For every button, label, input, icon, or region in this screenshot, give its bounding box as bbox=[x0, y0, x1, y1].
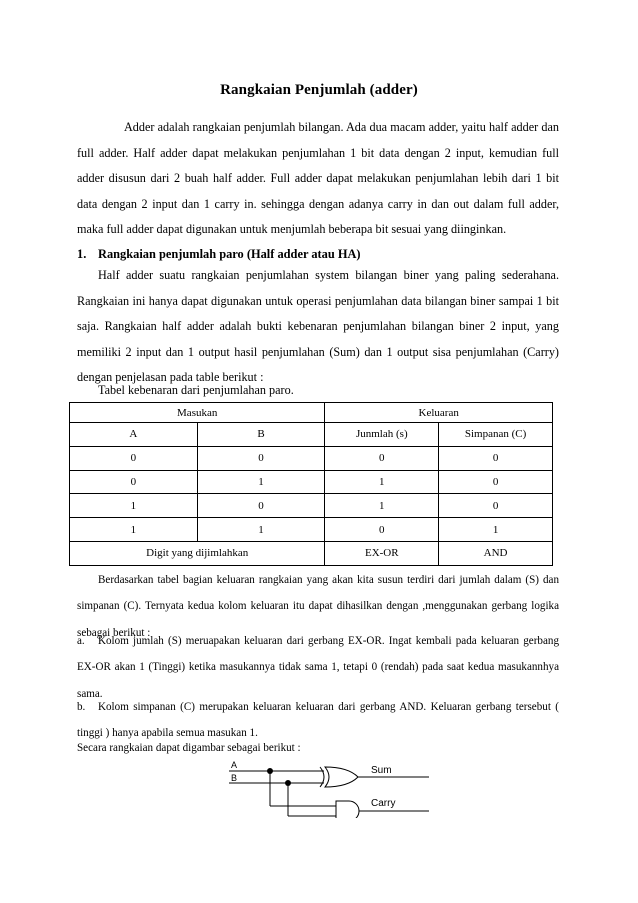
table-cell: 0 bbox=[70, 470, 198, 494]
table-footer-row bbox=[70, 541, 553, 565]
section-body-text: Half adder suatu rangkaian penjumlahan system bilangan biner yang paling sederahana. Rangkaian ini hanya dapat digunakan untuk operasi penjumlahan data bilangan biner sampai 1 bit saja. Rangkaian half adder adalah bukti kebenaran penjumlahan bilangan biner 2 input, yang memiliki 2 input dan 1 output hasil penjumlahan (Sum) dan 1 output sisa penjumlahan (Carry) dengan penjelasan pada table berikut : bbox=[77, 268, 559, 384]
section-body bbox=[77, 263, 559, 391]
junction-b-dot bbox=[285, 780, 291, 786]
input-b-label: B bbox=[231, 773, 238, 783]
input-a-label: A bbox=[231, 760, 238, 770]
table-cell: 0 bbox=[325, 518, 439, 542]
analysis-closing-text: Secara rangkaian dapat digambar sebagai berikut : bbox=[77, 742, 301, 754]
and-gate-icon bbox=[336, 801, 359, 818]
table-row bbox=[70, 494, 553, 518]
xor-gate-icon bbox=[325, 767, 358, 787]
table-cell: 1 bbox=[70, 494, 198, 518]
column-header-carry: Simpanan (C) bbox=[439, 423, 553, 447]
table-caption bbox=[77, 378, 559, 404]
table-cell: 0 bbox=[439, 494, 553, 518]
carry-label: Carry bbox=[371, 798, 396, 809]
column-header-b: B bbox=[197, 423, 325, 447]
table-row bbox=[70, 446, 553, 470]
group-header-masukan: Masukan bbox=[70, 403, 325, 423]
table-cell: 0 bbox=[439, 446, 553, 470]
item-b-text: Kolom simpanan (C) merupakan keluaran keluaran dari gerbang AND. Keluaran gerbang tersebut ( tinggi ) hanya apabila semua masukan 1. bbox=[77, 701, 559, 740]
table-row bbox=[70, 518, 553, 542]
table-cell: 0 bbox=[70, 446, 198, 470]
group-header-keluaran: Keluaran bbox=[325, 403, 553, 423]
section-heading bbox=[77, 247, 361, 262]
column-header-sum: Junmlah (s) bbox=[325, 423, 439, 447]
intro-paragraph bbox=[77, 115, 559, 243]
column-header-a: A bbox=[70, 423, 198, 447]
footer-digit-label: Digit yang dijimlahkan bbox=[70, 541, 325, 565]
footer-and-label: AND bbox=[439, 541, 553, 565]
table-cell: 0 bbox=[197, 494, 325, 518]
truth-table bbox=[69, 402, 553, 566]
table-row bbox=[70, 470, 553, 494]
section-number: 1. bbox=[77, 247, 87, 261]
footer-exor-label: EX-OR bbox=[325, 541, 439, 565]
table-cell: 0 bbox=[325, 446, 439, 470]
item-a-text: Kolom jumlah (S) meruapakan keluaran dari gerbang EX-OR. Ingat kembali pada keluaran gerbang EX-OR akan 1 (Tinggi) ketika masukannya tidak sama 1, tetapi 0 (rendah) pada saat kedua masukannhya sama. bbox=[77, 635, 559, 700]
item-b-label: b. bbox=[77, 701, 86, 713]
table-cell: 1 bbox=[439, 518, 553, 542]
sum-label: Sum bbox=[371, 765, 392, 776]
junction-a-dot bbox=[267, 768, 273, 774]
table-caption-text: Tabel kebenaran dari penjumlahan paro. bbox=[98, 383, 294, 397]
table-cell: 1 bbox=[197, 518, 325, 542]
table-cell: 0 bbox=[197, 446, 325, 470]
table-cell: 1 bbox=[70, 518, 198, 542]
table-group-header-row bbox=[70, 403, 553, 423]
half-adder-circuit bbox=[224, 758, 434, 818]
table-cell: 1 bbox=[325, 470, 439, 494]
page-title: Rangkaian Penjumlah (adder) bbox=[220, 82, 418, 98]
item-a-label: a. bbox=[77, 635, 85, 647]
table-cell: 1 bbox=[325, 494, 439, 518]
table-cell: 1 bbox=[197, 470, 325, 494]
section-title: Rangkaian penjumlah paro (Half adder atau HA) bbox=[98, 247, 361, 261]
table-cell: 0 bbox=[439, 470, 553, 494]
xor-input-curve bbox=[320, 767, 324, 787]
analysis-intro-text: Berdasarkan tabel bagian keluaran rangkaian yang akan kita susun terdiri dari jumlah dalam (S) dan simpanan (C). Ternyata kedua kolom keluaran itu dapat dihasilkan dengan ,menggunakan gerbang logika sebagai berikut : bbox=[77, 574, 559, 639]
table-column-header-row bbox=[70, 423, 553, 447]
intro-text: Adder adalah rangkaian penjumlah bilangan. Ada dua macam adder, yaitu half adder dan full adder. Half adder dapat melakukan penjumlahan 1 bit data dengan 2 input, kemudian full adder disusun dari 2 buah half adder. Full adder dapat melakukan penjumlahan lebih dari 1 bit data dengan 2 input dan 1 carry in. sehingga dengan adanya carry in dan out dalam full adder, maka full adder dapat digunakan untuk menjumlah beberapa bit sesuai yang diinginkan. bbox=[77, 120, 559, 236]
